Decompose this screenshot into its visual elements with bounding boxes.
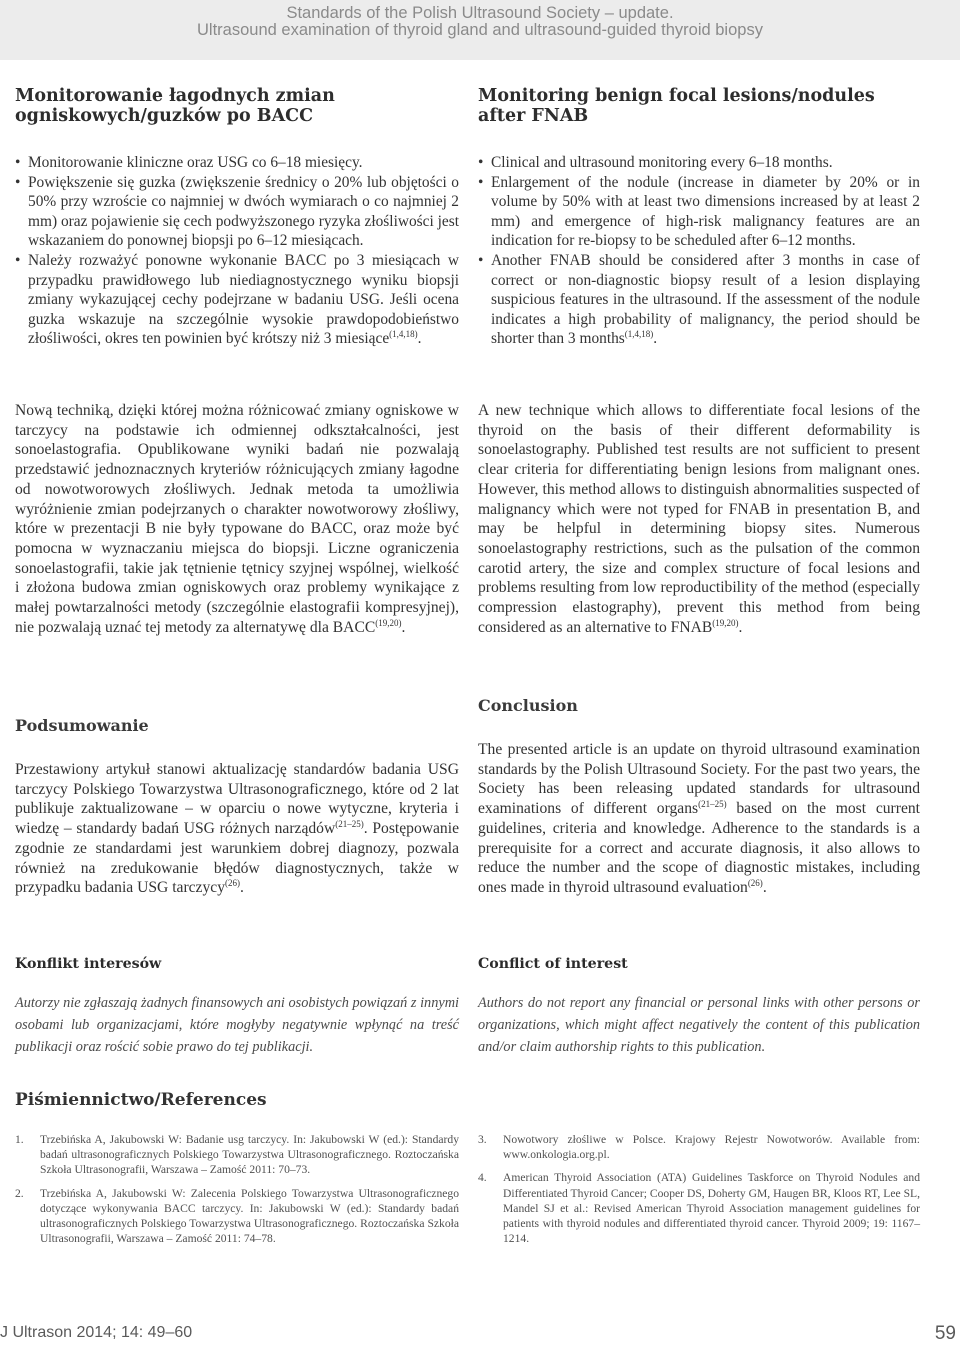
list-item	[478, 173, 920, 251]
reference-text: Trzebińska A, Jakubowski W: Zalecenia Polskiego Towarzystwa Ultrasonograficznego dotyczące wykonywania BACC tarczycy. In: Jakubowski W (ed.): Standardy badań ultrasonograficznych Polskiego Towarzystwa Ultrasonograficznego. Roztoczańska Szkoła Ultrasonografii, Warszawa – Zamość 2011: 74–78.	[40, 1186, 459, 1246]
bullet-text: Monitorowanie kliniczne oraz USG co 6–18 miesięcy.	[28, 154, 363, 171]
conflict-text: Authors do not report any financial or personal links with other persons or organizations, which might affect negatively the content of this publication and/or claim authorship rights to this publication.	[478, 995, 920, 1055]
paragraph-text: Nową techniką, dzięki której można różnicować zmiany ogniskowe w tarczycy na podstawie ich odmiennej odkształcalności, jest sonoelastografia. Opublikowane wyniki badań nie pozwalają przedstawić jednoznacznych kryteriów różnicujących zmiany łagodne od nowotworowych złośliwych. Jednak metoda ta umożliwia wyróżnienie zmian podejrzanych o charakter nowotworowy złośliwy, które w prezentacji B nie były typowane do BACC, oraz może być pomocna w wyznaczaniu miejsca do biopsji. Liczne ograniczenia sonoelastografii, takie jak tętnienie tętnicy szyjnej wspólnej, wielkość i złożona budowa zmian ogniskowych oraz problemy wynikające z małej powtarzalności metody (szczególnie elastografii kompresyjnej), nie pozwalają uznać tej metody za alternatywę dla BACC	[15, 402, 459, 636]
reference-number: 4.	[478, 1171, 487, 1185]
left-summary-section: Podsumowanie Przestawiony artykuł stanowi aktualizację standardów badania USG tarczycy Polskiego Towarzystwa Ultrasonograficznego, które od 2 lat publikuje zaktualizowane – w oparciu o nowe wytyczne, kryteria i wiedzę – standardy badań USG różnych narządów$^{(21-25)}$. Postępowanie zgodnie ze standardami jest warunkiem dobrej diagnozy, pozwala również na zredukowanie błędów diagnostycznych, także w przypadku badania USG tarczycy$^{(26)}$.	[15, 716, 459, 897]
list-item	[478, 153, 920, 173]
bullet-icon: •	[15, 173, 21, 191]
running-header	[0, 0, 960, 60]
right-sonoelastography-paragraph: A new technique which allows to differentiate focal lesions of the thyroid on the basis of their different deformability is sonoelastography. Published test results are not sufficient to present clear criteria for differentiating benign lesions from malignant ones. However, this method allows to distinguish abnormalities suspected of malignancy which were not typed for FNAB in presentation B, and may be helpful in determining biopsy sites. Numerous sonoelastography restrictions, such as the pulsation of the common carotid artery, the size and complex structure of focal lesions and problems resulting from low reproductibility of the method (especially compression elastography), prevent this method from being considered as an alternative to FNAB$^{(19,20)}$.	[478, 402, 920, 636]
header-subtitle-line: Ultrasound examination of thyroid gland and ultrasound-guided thyroid biopsy	[197, 21, 763, 39]
conclusion-text: The presented article is an update on thyroid ultrasound examination standards by the Polish Ultrasound Society. For the past two years, the Society has been releasing updated standards for ultrasound examinations of different organs	[478, 741, 920, 818]
bullet-text: Clinical and ultrasound monitoring every 6–18 months.	[491, 154, 833, 171]
right-conclusion-section: Conclusion The presented article is an update on thyroid ultrasound examination standards by the Polish Ultrasound Society. For the past two years, the Society has been releasing updated standards for ultrasound examinations of different organs$^{(21-25)}$ based on the most current guidelines, criteria and knowledge. Adherence to the standards is a prerequisite for a correct and accurate diagnosis, it also allows to reduce the number and the scope of diagnostic mistakes, including ones made in thyroid ultrasound evaluation$^{(26)}$.	[478, 696, 920, 896]
summary-title: Podsumowanie	[15, 716, 149, 735]
citation: (1,4,18)	[624, 329, 654, 340]
journal-citation: J Ultrason 2014; 14: 49–60	[0, 1324, 193, 1341]
reference-text: Trzebińska A, Jakubowski W: Badanie usg tarczycy. In: Jakubowski W (ed.): Standardy badań ultrasonograficznych Polskiego Towarzystwa Ultrasonograficznego. Roztoczańska Szkoła Ultrasonografii, Warszawa – Zamość 2011: 70–73.	[40, 1133, 459, 1177]
references-right	[478, 1132, 920, 1254]
reference-item	[15, 1186, 459, 1247]
right-conflict-section	[478, 956, 920, 1058]
reference-item	[15, 1132, 459, 1178]
reference-item	[478, 1170, 920, 1246]
bullet-text: Another FNAB should be considered after 3 months in case of correct or non-diagnostic biopsy result of a lesion displaying suspicious features in the ultrasound. If the assessment of the nodule indicates a high probability of malignancy, the period should be shorter than 3 months	[491, 251, 920, 348]
conflict-title: Konflikt interesów	[15, 956, 162, 972]
citation: (21–25)	[698, 798, 727, 809]
reference-list	[15, 1132, 459, 1246]
conflict-text: Autorzy nie zgłaszają żadnych finansowych ani osobistych powiązań z innymi osobami lub organizacjami, które mogłyby negatywnie wpłynąć na treść publikacji oraz rościć sobie prawo do tej publikacji.	[15, 995, 459, 1055]
list-item: • Należy rozważyć ponowne wykonanie BACC po 3 miesiącach w przypadku prawidłowego lub niediagnostycznego wyniku biopsji zmiany wykazującej cechy podejrzane w badaniu USG. Jeśli ocena guzka wskazuje na szczególnie wysokie prawdopodobieństwo złośliwości, okres ten powinien być krótszy niż 3 miesiące$^{(1,4,18)}$.	[15, 251, 459, 348]
citation: (19,20)	[375, 617, 402, 628]
bullet-text: Enlargement of the nodule (increase in diameter by 20% or in volume by 50% with at least two dimensions increased by at least 2 mm) and emergence of high-risk malignancy features are an indication for re-biopsy to be scheduled after 6–12 months.	[491, 173, 920, 250]
bullet-icon: •	[478, 154, 484, 171]
reference-number: 3.	[478, 1133, 487, 1146]
conclusion-title: Conclusion	[478, 696, 578, 715]
summary-text: Przestawiony artykuł stanowi aktualizację standardów badania USG tarczycy Polskiego Towarzystwa Ultrasonograficznego, które od 2 lat publikuje zaktualizowane – w oparciu o nowe wytyczne, kryteria i wiedzę – standardy badań USG różnych narządów	[15, 761, 459, 838]
references-left	[15, 1132, 459, 1254]
reference-number: 2.	[15, 1186, 24, 1200]
bullet-text: Należy rozważyć ponowne wykonanie BACC po 3 miesiącach w przypadku prawidłowego lub niediagnostycznego wyniku biopsji zmiany wykazującej cechy podejrzane w badaniu USG. Jeśli ocena guzka wskazuje na szczególnie wysokie prawdopodobieństwo złośliwości, okres ten powinien być krótszy niż 3 miesiące	[28, 251, 459, 348]
bullet-icon: •	[15, 251, 21, 269]
left-section-monitoring	[15, 86, 459, 349]
page-number: 59	[934, 1323, 956, 1344]
summary-text-cont: . Postępowanie zgodnie ze standardami jest warunkiem dobrej diagnozy, pozwala również na zredukowanie błędów diagnostycznych, także w przypadku badania USG tarczycy	[15, 820, 459, 897]
reference-item	[478, 1132, 920, 1162]
header-title-line: Standards of the Polish Ultrasound Society – update.	[286, 4, 674, 22]
paragraph-text: A new technique which allows to differentiate focal lesions of the thyroid on the basis of their different deformability is sonoelastography. Published test results are not sufficient to present clear criteria for differentiating benign lesions from malignant ones. However, this method allows to distinguish abnormalities suspected of malignancy which were not typed for FNAB in presentation B, and may be helpful in determining biopsy sites. Numerous sonoelastography restrictions, such as the pulsation of the common carotid artery, the size and complex structure of focal lesions and problems resulting from low reproductibility of the method (especially compression elastography), prevent this method from being considered as an alternative to FNAB	[478, 402, 920, 636]
list-item	[15, 153, 459, 173]
right-section-title: Monitoring benign focal lesions/nodules after FNAB	[478, 86, 875, 126]
bullet-icon: •	[15, 154, 21, 171]
bullet-icon: •	[478, 251, 484, 269]
left-bullet-list	[15, 153, 459, 349]
reference-text: Nowotwory złośliwe w Polsce. Krajowy Rejestr Nowotworów. Available from: www.onkologia.org.pl.	[503, 1133, 920, 1162]
bullet-text: Powiększenie się guzka (zwiększenie średnicy o 20% lub objętości o 50% przy wzroście co najmniej w dwóch wymiarach o co najmniej 2 mm) oraz pojawienie się cech podwyższonego ryzyka złośliwości jest wskazaniem do ponownej biopsji po 6–12 miesiącach.	[28, 173, 459, 250]
citation: (21–25)	[335, 818, 364, 829]
right-bullet-list	[478, 153, 920, 349]
reference-text: American Thyroid Association (ATA) Guidelines Taskforce on Thyroid Nodules and Differentiated Thyroid Cancer; Cooper DS, Doherty GM, Haugen BR, Kloos RT, Lee SL, Mandel SJ et al.: Revised American Thyroid Association management guidelines for patients with thyroid nodules and differentiated thyroid cancer. Thyroid 2009; 19: 1167–1214.	[503, 1171, 920, 1246]
left-conflict-section	[15, 956, 459, 1058]
citation: (1,4,18)	[389, 329, 418, 340]
reference-list	[478, 1132, 920, 1246]
left-sonoelastography-paragraph: Nową techniką, dzięki której można różnicować zmiany ogniskowe w tarczycy na podstawie ich odmiennej odkształcalności, jest sonoelastografia. Opublikowane wyniki badań nie pozwalają przedstawić jednoznacznych kryteriów różnicujących zmiany łagodne od nowotworowych złośliwych. Jednak metoda ta umożliwia wyróżnienie zmian podejrzanych o charakter nowotworowy złośliwy, które w prezentacji B nie były typowane do BACC, oraz może być pomocna w wyznaczaniu miejsca do biopsji. Liczne ograniczenia sonoelastografii, takie jak tętnienie tętnicy szyjnej wspólnej, wielkość i złożona budowa zmian ogniskowych oraz problemy wynikające z małej powtarzalności metody (szczególnie elastografii kompresyjnej), nie pozwalają uznać tej metody za alternatywę dla BACC$^{(19,20)}$.	[15, 402, 459, 636]
list-item	[15, 173, 459, 251]
citation: (19,20)	[712, 617, 739, 628]
references-title-block	[15, 1090, 459, 1110]
reference-number: 1.	[15, 1133, 24, 1146]
citation: (26)	[747, 877, 763, 888]
conclusion-text-cont: based on the most current guidelines, criteria and knowledge. Adherence to the standards is a prerequisite for a correct and accurate diagnosis, it also allows to reduce the number and the scope of diagnostic mistakes, including ones made in thyroid ultrasound evaluation	[478, 800, 920, 896]
list-item: • Another FNAB should be considered after 3 months in case of correct or non-diagnostic biopsy result of a lesion displaying suspicious features in the ultrasound. If the assessment of the nodule indicates a high probability of malignancy, the period should be shorter than 3 months$^{(1,4,18)}$.	[478, 251, 920, 348]
conflict-title: Conflict of interest	[478, 956, 628, 972]
left-section-title: Monitorowanie łagodnych zmian ogniskowych/guzków po BACC	[15, 86, 335, 126]
citation: (26)	[225, 878, 240, 889]
right-section-monitoring	[478, 86, 920, 349]
references-title: Piśmiennictwo/References	[15, 1090, 267, 1110]
bullet-icon: •	[478, 173, 484, 191]
